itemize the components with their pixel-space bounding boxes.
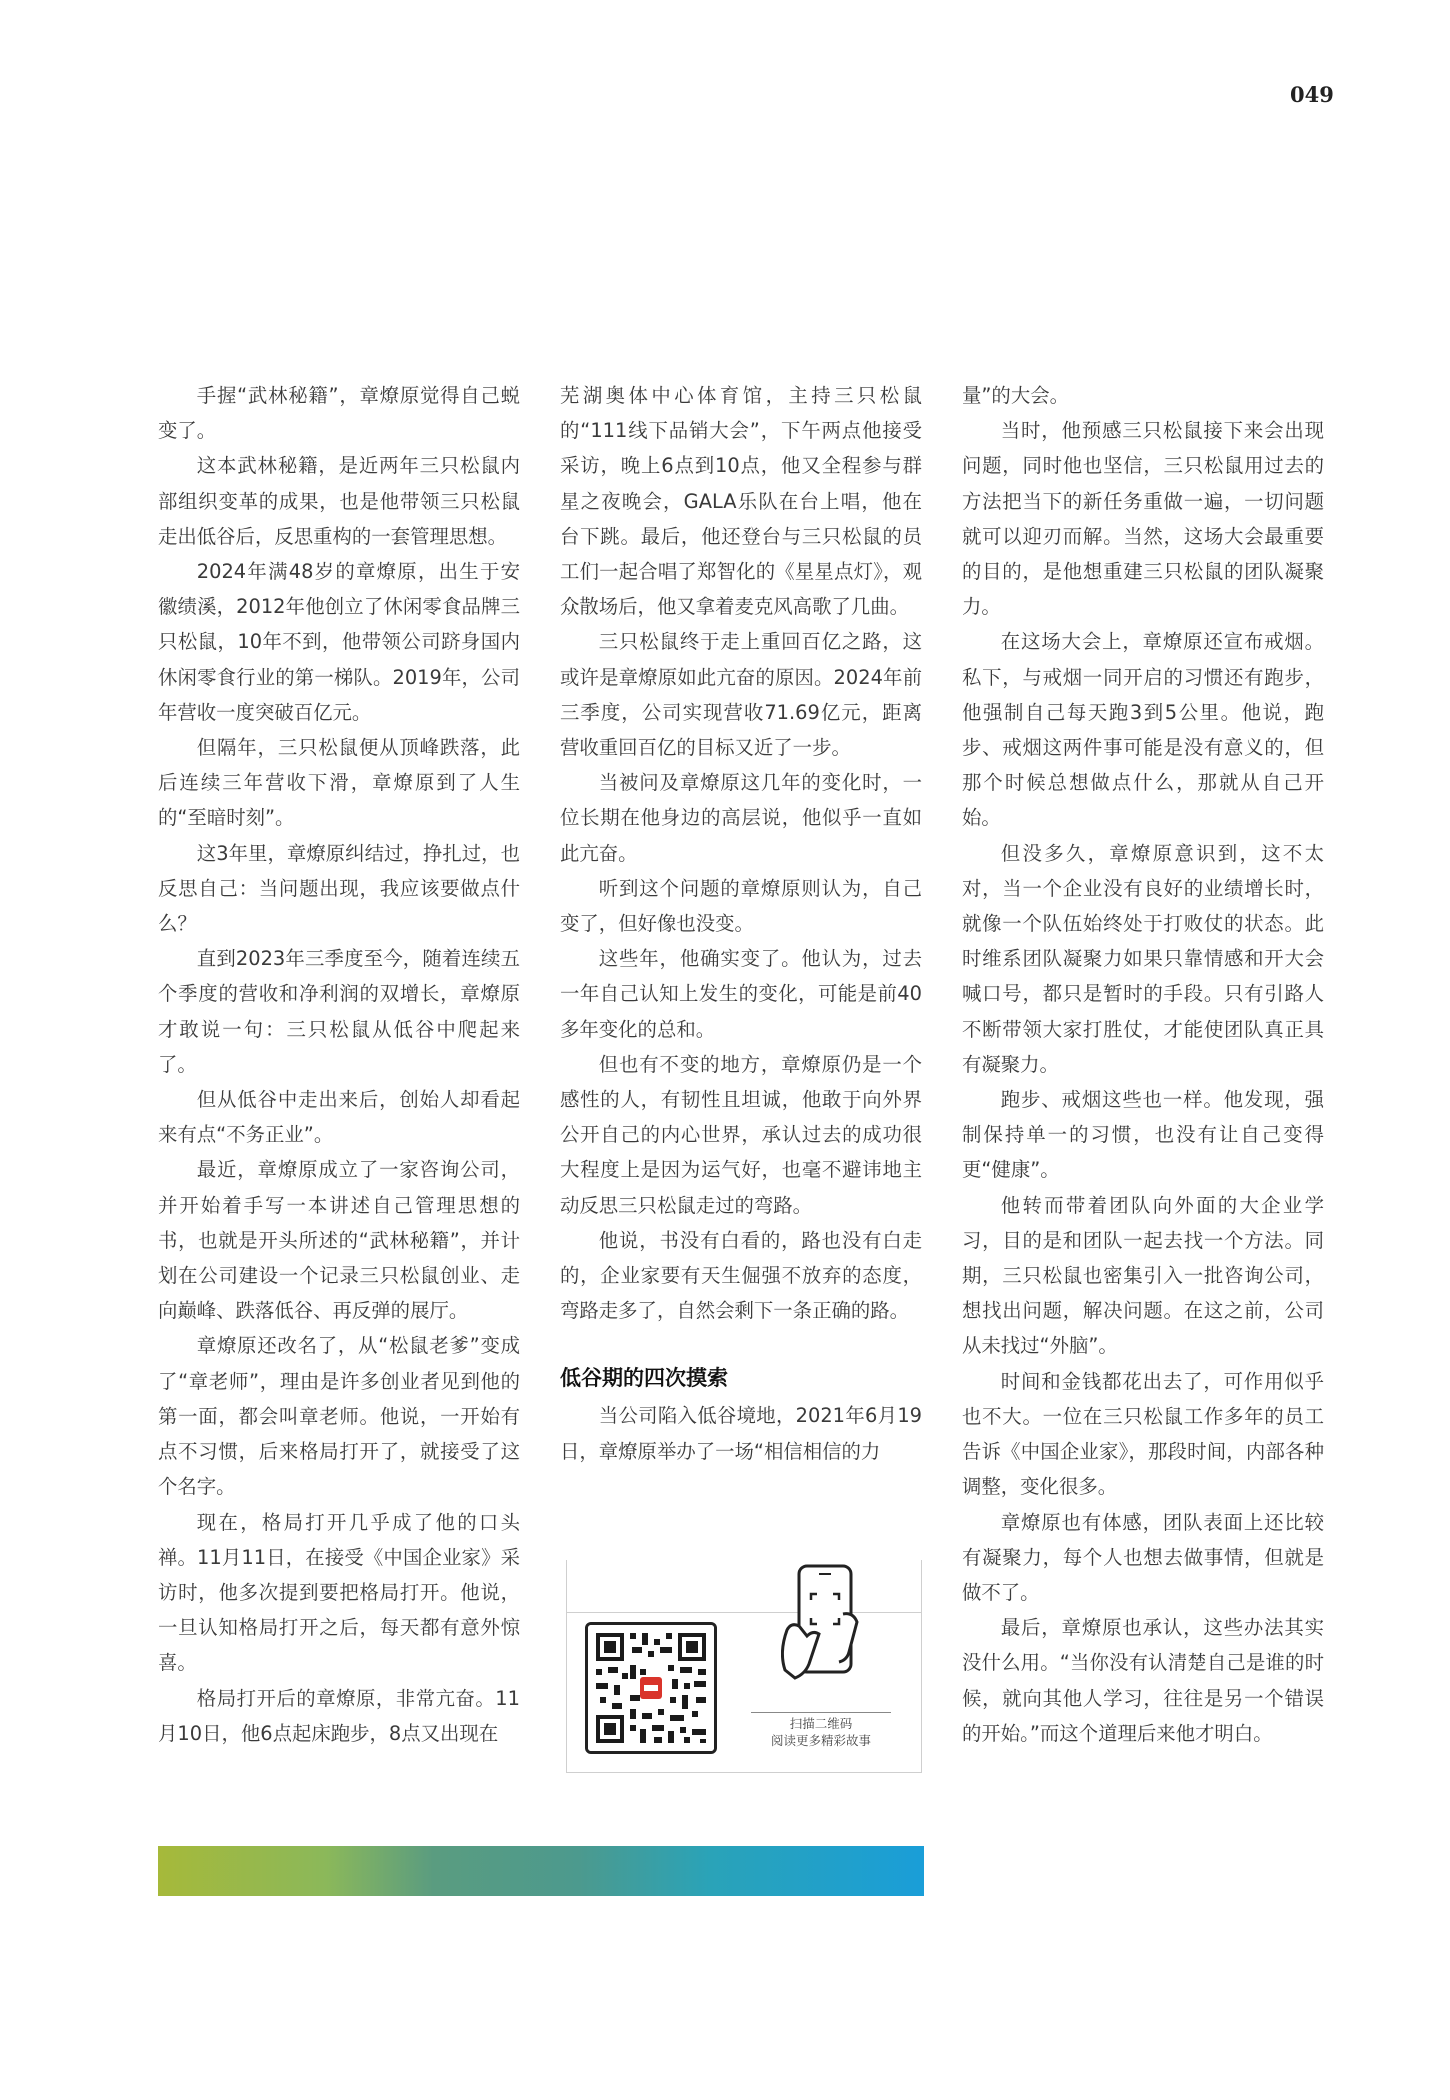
decorative-color-bar (158, 1846, 924, 1896)
paragraph: 但也有不变的地方，章燎原仍是一个感性的人，有韧性且坦诚，他敢于向外界公开自己的内心世界，承认过去的成功很大程度上是因为运气好，也毫不避讳地主动反思三只松鼠走过的弯路。 (560, 1052, 922, 1217)
page-number: 049 (1290, 82, 1334, 107)
paragraph: 章燎原也有体感，团队表面上还比较有凝聚力，每个人也想去做事情，但就是做不了。 (962, 1510, 1324, 1604)
paragraph: 当时，他预感三只松鼠接下来会出现问题，同时他也坚信，三只松鼠用过去的方法把当下的新任务重做一遍，一切问题就可以迎刃而解。当然，这场大会最重要的目的，是他想重建三只松鼠的团队凝聚力。 (962, 419, 1324, 619)
paragraph: 量”的大会。 (962, 384, 1069, 407)
paragraph: 这本武林秘籍，是近两年三只松鼠内部组织变革的成果，也是他带领三只松鼠走出低谷后，反思重构的一套管理思想。 (158, 454, 520, 548)
paragraph: 他转而带着团队向外面的大企业学习，目的是和团队一起去找一个方法。同期，三只松鼠也密集引入一批咨询公司，想找出问题，解决问题。在这之前，公司从未找过“外脑”。 (962, 1193, 1324, 1358)
section-heading: 低谷期的四次摸索 (560, 1366, 728, 1391)
paragraph: 这些年，他确实变了。他认为，过去一年自己认知上发生的变化，可能是前40多年变化的总和。 (560, 947, 922, 1041)
paragraph: 最近，章燎原成立了一家咨询公司，并开始着手写一本讲述自己管理思想的书，也就是开头所述的“武林秘籍”，并计划在公司建设一个记录三只松鼠创业、走向巅峰、跌落低谷、再反弹的展厅。 (158, 1158, 520, 1323)
paragraph: 2024年满48岁的章燎原，出生于安徽绩溪，2012年他创立了休闲零食品牌三只松鼠，10年不到，他带领公司跻身国内休闲零食行业的第一梯队。2019年，公司年营收一度突破百亿元。 (158, 560, 520, 724)
column-3 (962, 378, 1324, 1751)
qr-caption (741, 1712, 901, 1749)
paragraph: 在这场大会上，章燎原还宣布戒烟。私下，与戒烟一同开启的习惯还有跑步，他强制自己每天跑3到5公里。他说，跑步、戒烟这两件事可能是没有意义的，但那个时候总想做点什么，那就从自己开始。 (962, 630, 1324, 830)
paragraph: 芜湖奥体中心体育馆，主持三只松鼠的“111线下品销大会”，下午两点他接受采访，晚上6点到10点，他又全程参与群星之夜晚会，GALA乐队在台上唱，他在台下跳。最后，他还登台与三只松鼠的员工们一起合唱了郑智化的《星星点灯》，观众散场后，他又拿着麦克风高歌了几曲。 (560, 384, 922, 619)
phone-scan-icon (781, 1560, 871, 1684)
paragraph: 当被问及章燎原这几年的变化时，一位长期在他身边的高层说，他似乎一直如此亢奋。 (560, 771, 922, 865)
paragraph: 最后，章燎原也承认，这些办法其实没什么用。“当你没有认清楚自己是谁的时候，就向其他人学习，往往是另一个错误的开始。”而这个道理后来他才明白。 (962, 1616, 1324, 1745)
paragraph: 手握“武林秘籍”，章燎原觉得自己蜕变了。 (158, 384, 520, 443)
paragraph: 但隔年，三只松鼠便从顶峰跌落，此后连续三年营收下滑，章燎原到了人生的“至暗时刻”。 (158, 736, 520, 830)
qr-code-icon[interactable] (585, 1622, 717, 1754)
paragraph: 跑步、戒烟这些也一样。他发现，强制保持单一的习惯，也没有让自己变得更“健康”。 (962, 1088, 1324, 1182)
paragraph: 他说，书没有白看的，路也没有白走的，企业家要有天生倔强不放弃的态度，弯路走多了，自然会剩下一条正确的路。 (560, 1228, 922, 1323)
qr-caption-line-2: 阅读更多精彩故事 (770, 1733, 871, 1748)
paragraph: 时间和金钱都花出去了，可作用似乎也不大。一位在三只松鼠工作多年的员工告诉《中国企业家》，那段时间，内部各种调整，变化很多。 (962, 1369, 1324, 1499)
paragraph: 现在，格局打开几乎成了他的口头禅。11月11日，在接受《中国企业家》采访时，他多次提到要把格局打开。他说，一旦认知格局打开之后，每天都有意外惊喜。 (158, 1510, 520, 1675)
paragraph: 三只松鼠终于走上重回百亿之路，这或许是章燎原如此亢奋的原因。2024年前三季度，公司实现营收71.69亿元，距离营收重回百亿的目标又近了一步。 (560, 630, 922, 760)
paragraph: 当公司陷入低谷境地，2021年6月19日，章燎原举办了一场“相信相信的力 (560, 1404, 922, 1463)
paragraph: 但从低谷中走出来后，创始人却看起来有点“不务正业”。 (158, 1088, 520, 1147)
column-2 (560, 378, 922, 1469)
qr-caption-line-1: 扫描二维码 (789, 1716, 853, 1731)
paragraph: 听到这个问题的章燎原则认为，自己变了，但好像也没变。 (560, 876, 922, 936)
paragraph: 这3年里，章燎原纠结过，挣扎过，也反思自己：当问题出现，我应该要做点什么？ (158, 841, 520, 936)
paragraph: 但没多久，章燎原意识到，这不太对，当一个企业没有良好的业绩增长时，就像一个队伍始终处于打败仗的状态。此时维系团队凝聚力如果只靠情感和开大会喊口号，都只是暂时的手段。只有引路人不断带领大家打胜仗，才能使团队真正具有凝聚力。 (962, 841, 1324, 1076)
paragraph: 直到2023年三季度至今，随着连续五个季度的营收和净利润的双增长，章燎原才敢说一句：三只松鼠从低谷中爬起来了。 (158, 947, 520, 1076)
paragraph: 格局打开后的章燎原，非常亢奋。11月10日，他6点起床跑步，8点又出现在 (158, 1686, 520, 1745)
paragraph: 章燎原还改名了，从“松鼠老爹”变成了“章老师”，理由是许多创业者见到他的第一面，都会叫章老师。他说，一开始有点不习惯，后来格局打开了，就接受了这个名字。 (158, 1334, 520, 1499)
column-1 (158, 378, 520, 1751)
qr-promo-box (566, 1560, 922, 1773)
